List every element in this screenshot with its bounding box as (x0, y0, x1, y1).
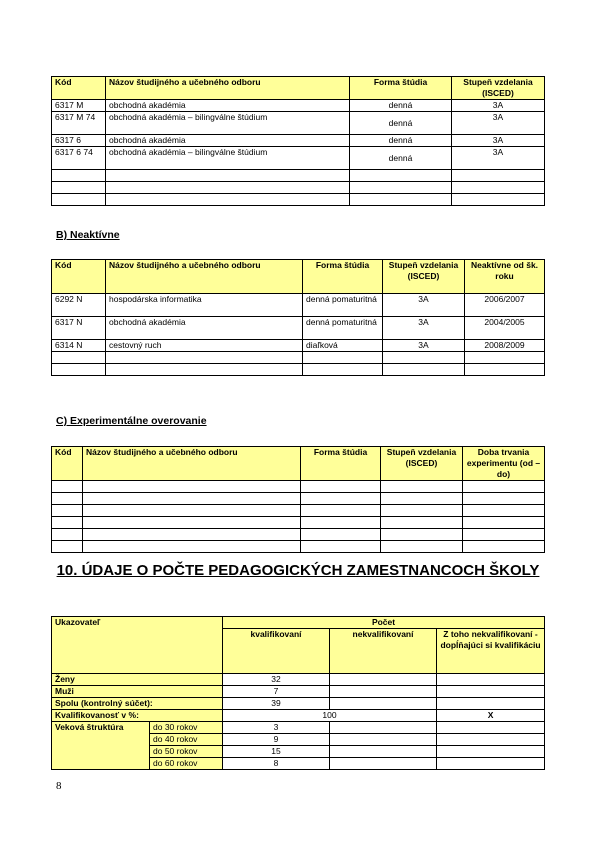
cell-kvalifikovani: 39 (223, 698, 330, 710)
table-row-empty (52, 352, 545, 364)
cell-kod: 6317 M (52, 100, 106, 112)
cell-kvalifikovani: 15 (223, 746, 330, 758)
table-experimentalne (51, 446, 545, 553)
row-sublabel: do 60 rokov (150, 758, 223, 770)
row-sublabel: do 50 rokov (150, 746, 223, 758)
table-row-empty (52, 517, 545, 529)
table-row (52, 100, 545, 112)
table-row (52, 294, 545, 317)
header-stupen: Stupeň vzdelania (ISCED) (452, 77, 545, 100)
cell-stupen: 3A (452, 147, 545, 170)
cell-kvalifikovanost: 100 (223, 710, 437, 722)
table-pedagogicki-zamestnanci (51, 616, 545, 770)
table-row-empty (52, 505, 545, 517)
cell-forma: denná pomaturitná (303, 294, 383, 317)
cell-neaktivne-od: 2008/2009 (465, 340, 545, 352)
header-kvalifikovani: kvalifikovaní (223, 629, 330, 674)
header-doba-trvania: Doba trvania experimentu (od – do) (463, 447, 545, 481)
table-row-empty (52, 493, 545, 505)
table-row (52, 112, 545, 135)
cell-stupen: 3A (452, 112, 545, 135)
table-odbory (51, 76, 545, 206)
header-nazov: Názov študijného a učebného odboru (106, 77, 350, 100)
table-row (52, 698, 545, 710)
cell-neaktivne-od: 2006/2007 (465, 294, 545, 317)
table-row (52, 674, 545, 686)
cell-stupen: 3A (452, 100, 545, 112)
table-row-empty (52, 541, 545, 553)
table-row-empty (52, 182, 545, 194)
row-sublabel: do 40 rokov (150, 734, 223, 746)
cell-x: X (437, 710, 545, 722)
table-row-empty (52, 529, 545, 541)
header-ukazovatel: Ukazovateľ (52, 617, 223, 674)
table-row-empty (52, 194, 545, 206)
cell-kod: 6314 N (52, 340, 106, 352)
table-header-row (52, 447, 545, 481)
table-header-row (52, 260, 545, 294)
row-sublabel: do 30 rokov (150, 722, 223, 734)
table-row (52, 686, 545, 698)
cell-nazov: obchodná akadémia (106, 317, 303, 340)
table-row-empty (52, 170, 545, 182)
row-label: Ženy (52, 674, 223, 686)
cell-nazov: obchodná akadémia (106, 135, 350, 147)
table-row (52, 147, 545, 170)
cell-nazov: obchodná akadémia – bilingválne štúdium (106, 147, 350, 170)
table-row (52, 317, 545, 340)
table-row (52, 722, 545, 734)
header-forma: Forma štúdia (301, 447, 381, 481)
header-kod: Kód (52, 77, 106, 100)
table-row-empty (52, 481, 545, 493)
header-kod: Kód (52, 260, 106, 294)
header-nazov: Názov študijného a učebného odboru (83, 447, 301, 481)
cell-kod: 6317 M 74 (52, 112, 106, 135)
section-b-heading: B) Neaktívne (56, 229, 120, 241)
section-c-heading: C) Experimentálne overovanie (56, 415, 207, 427)
cell-kvalifikovani: 32 (223, 674, 330, 686)
cell-kvalifikovani: 9 (223, 734, 330, 746)
header-forma: Forma štúdia (303, 260, 383, 294)
cell-forma: denná (350, 100, 452, 112)
cell-kod: 6317 6 74 (52, 147, 106, 170)
header-nekvalifikovani: nekvalifikovaní (330, 629, 437, 674)
table-row (52, 710, 545, 722)
row-label: Spolu (kontrolný súčet): (52, 698, 223, 710)
cell-nazov: hospodárska informatika (106, 294, 303, 317)
cell-kvalifikovani: 3 (223, 722, 330, 734)
cell-kod: 6292 N (52, 294, 106, 317)
cell-forma: denná (350, 135, 452, 147)
cell-nazov: obchodná akadémia – bilingválne štúdium (106, 112, 350, 135)
table-row-empty (52, 364, 545, 376)
cell-forma: denná (350, 112, 452, 135)
cell-forma: denná (350, 147, 452, 170)
cell-forma: diaľková (303, 340, 383, 352)
table-row (52, 135, 545, 147)
cell-forma: denná pomaturitná (303, 317, 383, 340)
cell-stupen: 3A (383, 340, 465, 352)
section-10-title: 10. ÚDAJE O POČTE PEDAGOGICKÝCH ZAMESTNANCOCH ŠKOLY (56, 562, 540, 579)
page-number: 8 (56, 780, 62, 792)
cell-kvalifikovani: 7 (223, 686, 330, 698)
cell-neaktivne-od: 2004/2005 (465, 317, 545, 340)
header-pocet: Počet (223, 617, 545, 629)
header-z-toho: Z toho nekvalifikovaní - dopĺňajúci si kvalifikáciu (437, 629, 545, 674)
table-neaktivne (51, 259, 545, 376)
header-stupen: Stupeň vzdelania (ISCED) (381, 447, 463, 481)
cell-stupen: 3A (383, 317, 465, 340)
header-forma: Forma štúdia (350, 77, 452, 100)
header-neaktivne-od: Neaktívne od šk. roku (465, 260, 545, 294)
row-label: Muži (52, 686, 223, 698)
cell-kod: 6317 N (52, 317, 106, 340)
row-label-vekova: Veková štruktúra (52, 722, 150, 770)
header-nazov: Názov študijného a učebného odboru (106, 260, 303, 294)
table-row (52, 340, 545, 352)
cell-kod: 6317 6 (52, 135, 106, 147)
cell-stupen: 3A (383, 294, 465, 317)
header-stupen: Stupeň vzdelania (ISCED) (383, 260, 465, 294)
row-label: Kvalifikovanosť v %: (52, 710, 223, 722)
cell-stupen: 3A (452, 135, 545, 147)
header-kod: Kód (52, 447, 83, 481)
cell-kvalifikovani: 8 (223, 758, 330, 770)
table-header-row (52, 77, 545, 100)
cell-nazov: obchodná akadémia (106, 100, 350, 112)
cell-nazov: cestovný ruch (106, 340, 303, 352)
